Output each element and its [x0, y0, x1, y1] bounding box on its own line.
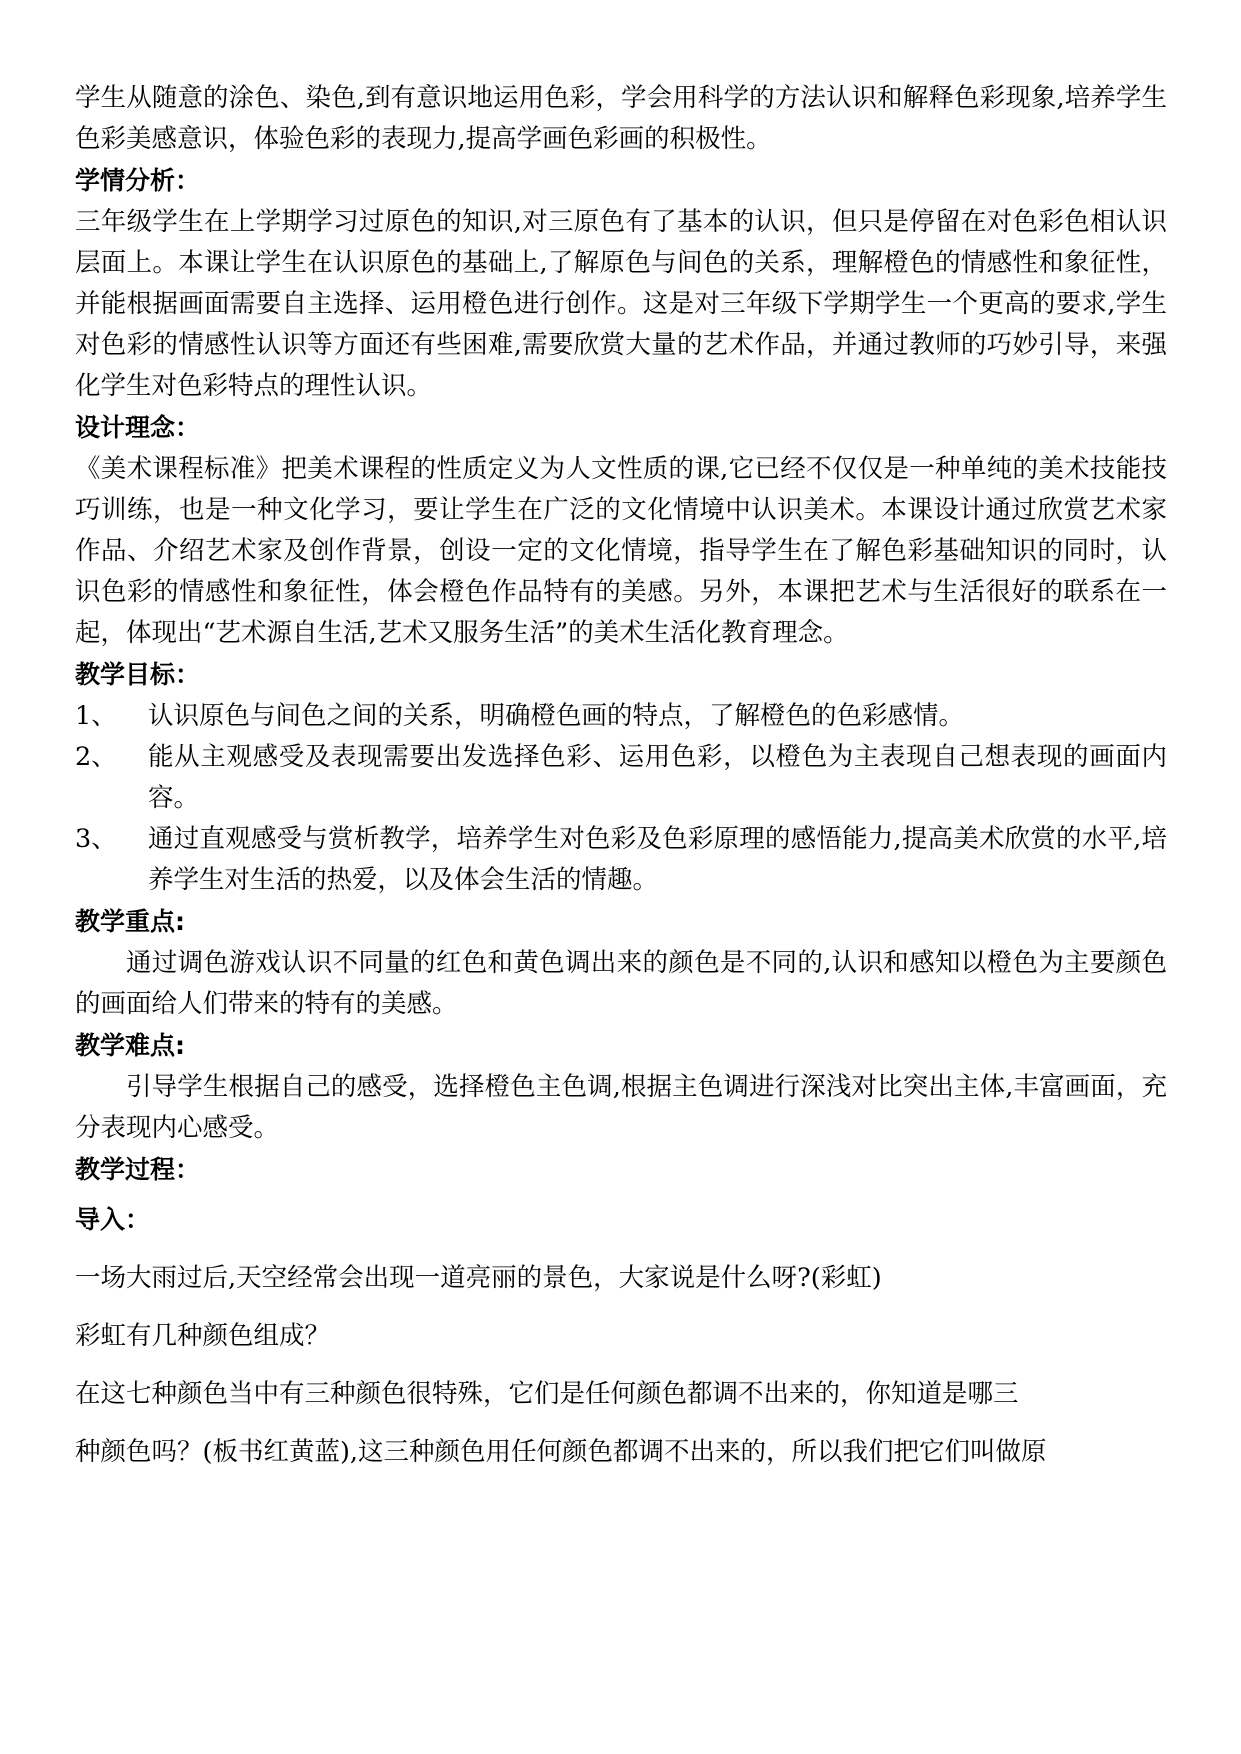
difficulties-paragraph: 引导学生根据自己的感受，选择橙色主色调,根据主色调进行深浅对比突出主体,丰富画面，充分表现内心感受。 — [75, 1072, 1167, 1143]
objective-text: 能从主观感受及表现需要出发选择色彩、运用色彩，以橙色为主表现自己想表现的画面内容。 — [148, 742, 1167, 813]
heading-process: 教学过程： — [75, 1155, 201, 1184]
objective-text: 认识原色与间色之间的关系，明确橙色画的特点，了解橙色的色彩感情。 — [148, 701, 965, 731]
heading-introduction: 导入： — [75, 1205, 151, 1234]
document-page — [75, 78, 1167, 1481]
objective-item — [75, 737, 1167, 819]
analysis-paragraph: 三年级学生在上学期学习过原色的知识,对三原色有了基本的认识，但只是停留在对色彩色相认识层面上。本课让学生在认识原色的基础上,了解原色与间色的关系，理解橙色的情感性和象征性，并能根据画面需要自主选择、运用橙色进行创作。这是对三年级下学期学生一个更高的要求,学生对色彩的情感性认识等方面还有些困难,需要欣赏大量的艺术作品，并通过教师的巧妙引导，来强化学生对色彩特点的理性认识。 — [75, 207, 1167, 401]
process-line: 在这七种颜色当中有三种颜色很特殊，它们是任何颜色都调不出来的，你知道是哪三 — [75, 1379, 1019, 1409]
concept-paragraph: 《美术课程标准》把美术课程的性质定义为人文性质的课,它已经不仅仅是一种单纯的美术技能技巧训练，也是一种文化学习，要让学生在广泛的文化情境中认识美术。本课设计通过欣赏艺术家作品、介绍艺术家及创作背景，创设一定的文化情境，指导学生在了解色彩基础知识的同时，认识色彩的情感性和象征性，体会橙色作品特有的美感。另外，本课把艺术与生活很好的联系在一起，体现出“艺术源自生活,艺术又服务生活”的美术生活化教育理念。 — [75, 454, 1167, 648]
key-points-paragraph: 通过调色游戏认识不同量的红色和黄色调出来的颜色是不同的,认识和感知以橙色为主要颜色的画面给人们带来的特有的美感。 — [75, 948, 1167, 1019]
objectives-list — [75, 696, 1167, 901]
process-line: 一场大雨过后,天空经常会出现一道亮丽的景色，大家说是什么呀?(彩虹) — [75, 1263, 882, 1293]
objective-item — [75, 819, 1167, 901]
objective-item — [75, 696, 1167, 737]
heading-key-points: 教学重点: — [75, 907, 185, 936]
heading-difficulties: 教学难点: — [75, 1031, 185, 1060]
objective-number: 1、 — [75, 701, 117, 731]
heading-analysis: 学情分析： — [75, 166, 201, 195]
process-line: 彩虹有几种颜色组成？ — [75, 1321, 331, 1351]
heading-objectives: 教学目标： — [75, 660, 201, 689]
intro-paragraph: 学生从随意的涂色、染色,到有意识地运用色彩，学会用科学的方法认识和解释色彩现象,培养学生色彩美感意识，体验色彩的表现力,提高学画色彩画的积极性。 — [75, 83, 1167, 154]
objective-text: 通过直观感受与赏析教学，培养学生对色彩及色彩原理的感悟能力,提高美术欣赏的水平,培养学生对生活的热爱，以及体会生活的情趣。 — [148, 824, 1167, 895]
process-line: 种颜色吗？(板书红黄蓝),这三种颜色用任何颜色都调不出来的，所以我们把它们叫做原 — [75, 1437, 1047, 1467]
heading-concept: 设计理念： — [75, 413, 201, 442]
objective-number: 3、 — [75, 824, 117, 854]
objective-number: 2、 — [75, 742, 117, 772]
